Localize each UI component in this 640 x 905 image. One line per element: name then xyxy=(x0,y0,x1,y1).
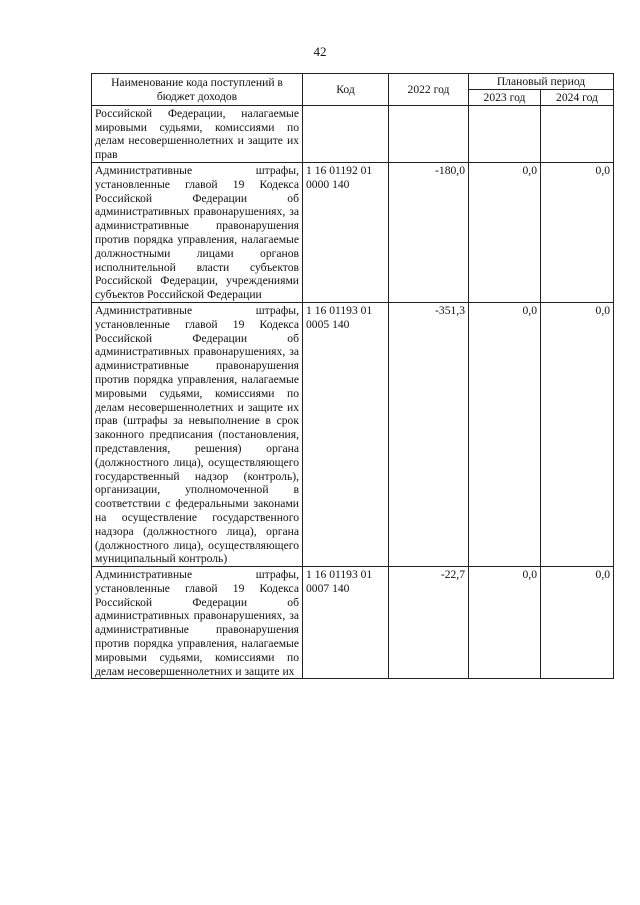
row-2022-cell: -22,7 xyxy=(389,567,469,679)
row-name-cell: Административные штрафы, установленные главой 19 Кодекса Российской Федерации об административных правонарушениях, за административные правонарушения против порядка управления, налагаемые мировыми судьями, комиссиями по делам несовершеннолетних и защите их xyxy=(92,567,303,679)
header-name: Наименование кода поступлений в бюджет доходов xyxy=(92,74,303,106)
row-name-cell: Административные штрафы, установленные главой 19 Кодекса Российской Федерации об административных правонарушениях, за административные правонарушения против порядка управления, налагаемые должностными лицами органов исполнительной власти субъектов Российской Федерации, учреждениями субъектов Российской Федерации xyxy=(92,162,303,302)
row-2023-cell xyxy=(469,105,541,162)
header-plan-period: Плановый период xyxy=(469,74,614,90)
row-code-cell xyxy=(303,105,389,162)
row-2023-cell: 0,0 xyxy=(469,162,541,302)
row-2022-cell: -351,3 xyxy=(389,302,469,566)
row-code-cell: 1 16 01193 01 0007 140 xyxy=(303,567,389,679)
row-2022-cell xyxy=(389,105,469,162)
table-row xyxy=(92,567,614,679)
row-name-cell: Административные штрафы, установленные главой 19 Кодекса Российской Федерации об административных правонарушениях, за административные правонарушения против порядка управления, налагаемые мировыми судьями, комиссиями по делам несовершеннолетних и защите их прав (штрафы за невыполнение в срок законного предписания (постановления, представления, решения) органа (должностного лица), осуществляющего государственный надзор (контроль), организации, уполномоченной в соответствии с федеральными законами на осуществление государственного надзора (должностного лица), органа (должностного лица), осуществляющего муниципальный контроль) xyxy=(92,302,303,566)
row-2024-cell xyxy=(541,105,614,162)
header-code: Код xyxy=(303,74,389,106)
row-2023-cell: 0,0 xyxy=(469,302,541,566)
row-name-cell: Российской Федерации, налагаемые мировыми судьями, комиссиями по делам несовершеннолетних и защите их прав xyxy=(92,105,303,162)
row-2022-cell: -180,0 xyxy=(389,162,469,302)
row-code-cell: 1 16 01193 01 0005 140 xyxy=(303,302,389,566)
header-2022: 2022 год xyxy=(389,74,469,106)
table-row xyxy=(92,105,614,162)
header-2024: 2024 год xyxy=(541,90,614,106)
row-2024-cell: 0,0 xyxy=(541,567,614,679)
row-2024-cell: 0,0 xyxy=(541,302,614,566)
header-2023: 2023 год xyxy=(469,90,541,106)
page-number: 42 xyxy=(313,44,327,59)
row-2023-cell: 0,0 xyxy=(469,567,541,679)
table-row xyxy=(92,162,614,302)
row-code-cell: 1 16 01192 01 0000 140 xyxy=(303,162,389,302)
row-2024-cell: 0,0 xyxy=(541,162,614,302)
budget-revenue-table xyxy=(91,73,614,679)
table-row xyxy=(92,302,614,566)
